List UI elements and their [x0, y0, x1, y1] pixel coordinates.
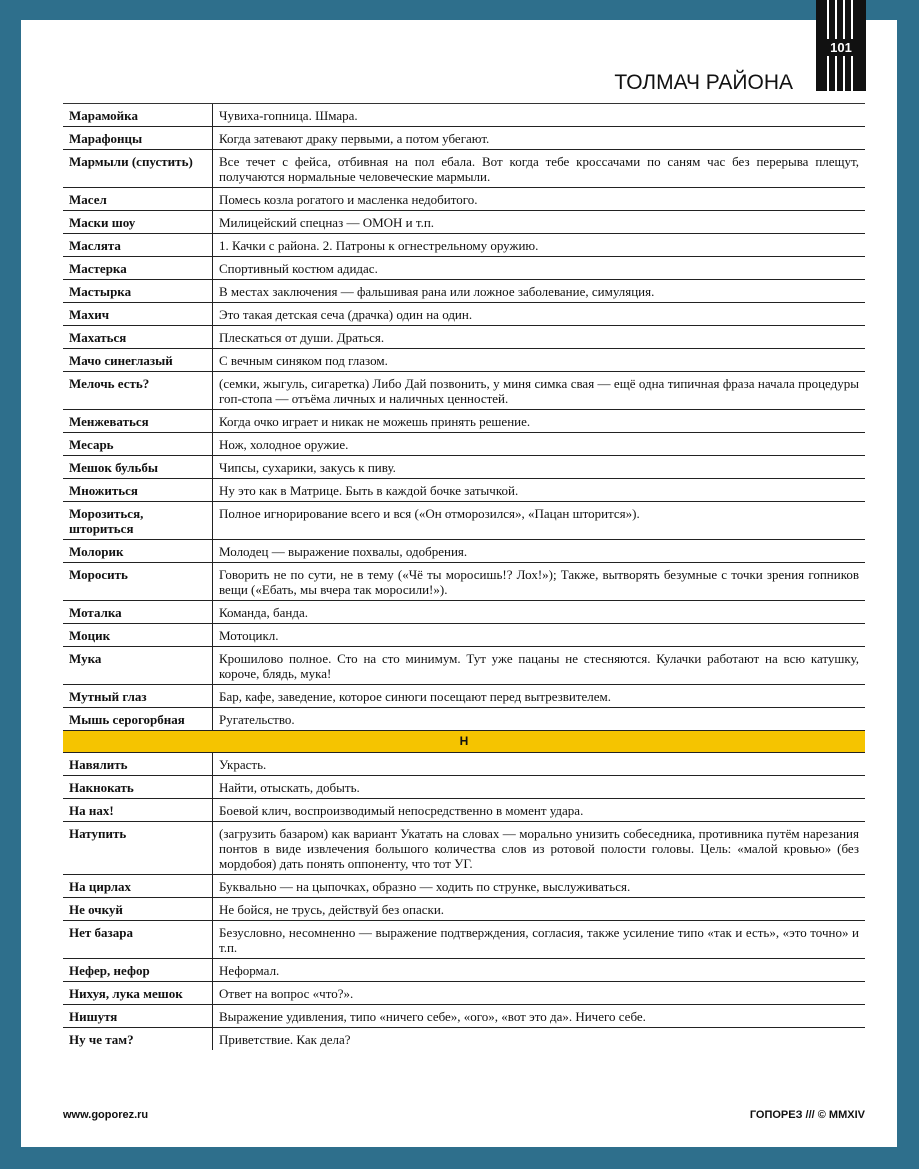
table-row [63, 921, 865, 959]
definition-cell: Мотоцикл. [213, 624, 866, 647]
definition-cell: Милицейский спецназ — ОМОН и т.п. [213, 211, 866, 234]
definition-cell: Спортивный костюм адидас. [213, 257, 866, 280]
table-row [63, 563, 865, 601]
table-row [63, 410, 865, 433]
table-row [63, 234, 865, 257]
term-cell: Не очкуй [63, 898, 213, 921]
term-cell: Навялить [63, 753, 213, 776]
term-cell: Марамойка [63, 104, 213, 127]
term-cell: Маски шоу [63, 211, 213, 234]
table-row [63, 799, 865, 822]
term-cell: Мешок бульбы [63, 456, 213, 479]
table-row [63, 303, 865, 326]
page-number: 101 [816, 39, 866, 56]
definition-cell: Не бойся, не трусь, действуй без опаски. [213, 898, 866, 921]
table-row [63, 280, 865, 303]
table-row [63, 959, 865, 982]
definition-cell: 1. Качки с района. 2. Патроны к огнестрельному оружию. [213, 234, 866, 257]
term-cell: Маслята [63, 234, 213, 257]
definition-cell: Плескаться от души. Драться. [213, 326, 866, 349]
term-cell: Множиться [63, 479, 213, 502]
term-cell: Мутный глаз [63, 685, 213, 708]
section-header-row [63, 731, 865, 753]
definition-cell: Молодец — выражение похвалы, одобрения. [213, 540, 866, 563]
definition-cell: Говорить не по сути, не в тему («Чё ты моросишь!? Лох!»); Также, вытворять безумные с точки зрения гопников вещи («Ебать, мы вчера так моросили!»). [213, 563, 866, 601]
term-cell: Моталка [63, 601, 213, 624]
term-cell: Марафонцы [63, 127, 213, 150]
table-row [63, 211, 865, 234]
definition-cell: Команда, банда. [213, 601, 866, 624]
table-row [63, 822, 865, 875]
term-cell: Нефер, нефор [63, 959, 213, 982]
definition-cell: Полное игнорирование всего и вся («Он отморозился», «Пацан шторится»). [213, 502, 866, 540]
definition-cell: (семки, жыгуль, сигаретка) Либо Дай позвонить, у миня симка свая — ещё одна типичная фраза начала процедуры гоп-стопа — отъёма личных и наличных ценностей. [213, 372, 866, 410]
table-row [63, 502, 865, 540]
table-row [63, 127, 865, 150]
table-row [63, 753, 865, 776]
term-cell: Ну че там? [69, 1032, 134, 1047]
term-cell: Моросить [63, 563, 213, 601]
page-title: ТОЛМАЧ РАЙОНА [614, 71, 793, 94]
section-letter: Н [63, 731, 865, 753]
definition-cell: Безусловно, несомненно — выражение подтверждения, согласия, также усиление типо «так и есть», «это точно» и т.п. [213, 921, 866, 959]
term-cell: Махаться [63, 326, 213, 349]
definition-cell: Чувиха-гопница. Шмара. [213, 104, 866, 127]
term-cell: Нихуя, лука мешок [63, 982, 213, 1005]
definition-cell: Нож, холодное оружие. [213, 433, 866, 456]
page [21, 20, 897, 1147]
table-row [63, 898, 865, 921]
definition-cell: Боевой клич, воспроизводимый непосредственно в момент удара. [213, 799, 866, 822]
term-cell: Мармыли (спустить) [63, 150, 213, 188]
table-row [63, 1028, 865, 1051]
definition-cell: Все течет с фейса, отбивная на пол ебала. Вот когда тебе кроссачами по саням час без перерыва плещут, получаются нормальные человеческие мармыли. [213, 150, 866, 188]
term-cell: Махич [63, 303, 213, 326]
definition-cell: Когда очко играет и никак не можешь принять решение. [213, 410, 866, 433]
definition-cell: Чипсы, сухарики, закусь к пиву. [213, 456, 866, 479]
term-cell: Мастырка [63, 280, 213, 303]
term-cell: Масел [63, 188, 213, 211]
table-row [63, 776, 865, 799]
table-row [63, 647, 865, 685]
definition-cell: Крошилово полное. Сто на сто минимум. Тут уже пацаны не стесняются. Кулачки работают на всю катушку, короче, блядь, мука! [213, 647, 866, 685]
definition-cell: Бар, кафе, заведение, которое синюги посещают перед вытрезвителем. [213, 685, 866, 708]
page-number-tab [816, 0, 866, 91]
term-cell: Менжеваться [63, 410, 213, 433]
table-row [63, 540, 865, 563]
table-row [63, 104, 865, 127]
definition-cell: Буквально — на цыпочках, образно — ходить по струнке, выслуживаться. [213, 875, 866, 898]
table-row [63, 479, 865, 502]
term-cell: Мука [63, 647, 213, 685]
table-row [63, 188, 865, 211]
term-cell: Морозиться, шториться [63, 502, 213, 540]
definition-cell: Выражение удивления, типо «ничего себе», «ого», «вот это да». Ничего себе. [213, 1005, 866, 1028]
term-cell: Нишутя [63, 1005, 213, 1028]
term-cell: Нет базара [63, 921, 213, 959]
definition-cell: В местах заключения — фальшивая рана или ложное заболевание, симуляция. [213, 280, 866, 303]
definition-cell: Ну это как в Матрице. Быть в каждой бочке затычкой. [213, 479, 866, 502]
term-cell: Мастерка [63, 257, 213, 280]
definition-cell: Помесь козла рогатого и масленка недобитого. [213, 188, 866, 211]
table-row [63, 708, 865, 731]
footer-credit: ГОПОРЕЗ /// © MMXIV [749, 1109, 865, 1121]
term-cell: Месарь [63, 433, 213, 456]
term-cell: На нах! [63, 799, 213, 822]
term-cell: Натупить [63, 822, 213, 875]
table-row [63, 875, 865, 898]
term-cell: Накнокать [63, 776, 213, 799]
glossary-table [63, 104, 865, 1050]
definition-cell: Это такая детская сеча (драчка) один на один. [213, 303, 866, 326]
term-cell: Моцик [63, 624, 213, 647]
table-row [63, 624, 865, 647]
definition-cell: Когда затевают драку первыми, а потом убегают. [213, 127, 866, 150]
definition-cell: С вечным синяком под глазом. [213, 349, 866, 372]
table-row [63, 601, 865, 624]
footer-site: www.goporez.ru [63, 1109, 149, 1121]
definition-cell: (загрузить базаром) как вариант Укатать на словах — морально унизить собеседника, противника путём нарезания понтов в виде извлечения большого количества слов из ротовой полости головы. Цель: «малой кровью» (без мордобоя) дать понять оппоненту, что тот УГ. [213, 822, 866, 875]
table-row [63, 150, 865, 188]
definition-cell: Ругательство. [213, 708, 866, 731]
term-cell: На цирлах [63, 875, 213, 898]
table-row [63, 326, 865, 349]
table-row [63, 982, 865, 1005]
definition-cell: Найти, отыскать, добыть. [213, 776, 866, 799]
term-cell: Мелочь есть? [63, 372, 213, 410]
definition-cell: Неформал. [213, 959, 866, 982]
table-row [63, 1005, 865, 1028]
table-row [63, 433, 865, 456]
table-row [63, 456, 865, 479]
table-row [63, 685, 865, 708]
table-row [63, 349, 865, 372]
definition-cell: Приветствие. Как дела? [213, 1028, 866, 1051]
table-row [63, 372, 865, 410]
table-row [63, 257, 865, 280]
term-cell: Мышь серогорбная [63, 708, 213, 731]
term-cell: Мачо синеглазый [63, 349, 213, 372]
term-cell: Молорик [63, 540, 213, 563]
definition-cell: Ответ на вопрос «что?». [213, 982, 866, 1005]
definition-cell: Украсть. [213, 753, 866, 776]
